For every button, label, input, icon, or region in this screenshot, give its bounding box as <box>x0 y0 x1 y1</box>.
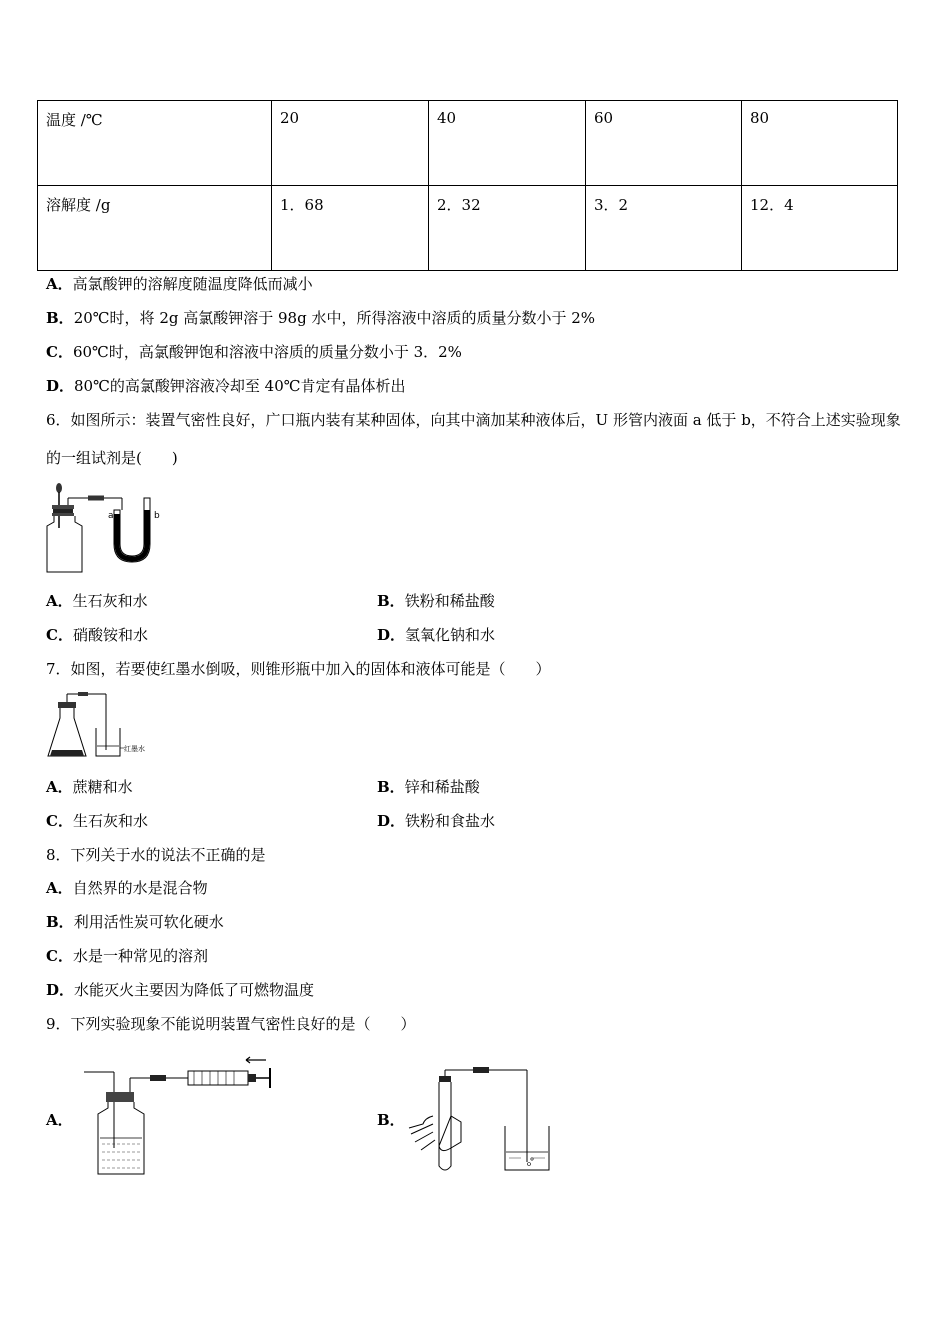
q7-option-b: B．锌和稀盐酸 <box>377 778 480 796</box>
q8-option-d: D．水能灭火主要因为降低了可燃物温度 <box>46 981 315 999</box>
q8-option-b: B．利用活性炭可软化硬水 <box>46 913 224 931</box>
q8-option-a: A．自然界的水是混合物 <box>46 879 208 897</box>
q7-stem: 7．如图，若要使红墨水倒吸，则锥形瓶中加入的固体和液体可能是（ ） <box>46 660 551 678</box>
q7-option-c: C．生石灰和水 <box>46 812 148 830</box>
table-row <box>38 186 898 271</box>
q6-option-b: B．铁粉和稀盐酸 <box>377 592 495 610</box>
q5-option-a: A．高氯酸钾的溶解度随温度降低而减小 <box>46 275 313 293</box>
q6-option-d: D．氢氧化钠和水 <box>377 626 496 644</box>
table-cell: 3．2 <box>586 186 742 271</box>
q7-figure <box>44 688 154 760</box>
table-cell: 溶解度 /g <box>38 186 272 271</box>
label-b: b <box>154 511 160 521</box>
red-ink-label: 红墨水 <box>124 745 145 753</box>
table-cell: 80 <box>742 101 898 186</box>
q8-stem: 8．下列关于水的说法不正确的是 <box>46 846 266 864</box>
q5-option-d: D．80℃的高氯酸钾溶液冷却至 40℃肯定有晶体析出 <box>46 377 406 395</box>
q9-option-b-label: B． <box>377 1111 405 1129</box>
q8-option-c: C．水是一种常见的溶剂 <box>46 947 208 965</box>
label-a: a <box>108 511 114 521</box>
table-cell: 40 <box>429 101 586 186</box>
q9-figure-b <box>405 1062 555 1177</box>
table-cell: 20 <box>272 101 429 186</box>
q9-stem: 9．下列实验现象不能说明装置气密性良好的是（ ） <box>46 1015 416 1033</box>
table-row <box>38 101 898 186</box>
q6-option-a: A．生石灰和水 <box>46 592 148 610</box>
q9-option-a-label: A． <box>46 1111 73 1129</box>
table-cell: 12．4 <box>742 186 898 271</box>
table-cell: 60 <box>586 101 742 186</box>
table-cell: 1．68 <box>272 186 429 271</box>
q7-option-a: A．蔗糖和水 <box>46 778 133 796</box>
q5-option-b: B．20℃时，将 2g 高氯酸钾溶于 98g 水中，所得溶液中溶质的质量分数小于 2% <box>46 309 596 327</box>
q5-option-c: C．60℃时，高氯酸钾饱和溶液中溶质的质量分数小于 3．2% <box>46 343 462 361</box>
q6-stem: 6．如图所示：装置气密性良好，广口瓶内装有某种固体，向其中滴加某种液体后，U 形管内液面 a 低于 b，不符合上述实验现象的一组试剂是( ) <box>46 411 901 467</box>
q7-option-d: D．铁粉和食盐水 <box>377 812 496 830</box>
table-cell: 2．32 <box>429 186 586 271</box>
q6-option-c: C．硝酸铵和水 <box>46 626 148 644</box>
q6-figure <box>44 480 174 575</box>
solubility-table <box>37 100 898 271</box>
table-cell: 温度 /℃ <box>38 101 272 186</box>
q9-figure-a <box>84 1052 284 1177</box>
